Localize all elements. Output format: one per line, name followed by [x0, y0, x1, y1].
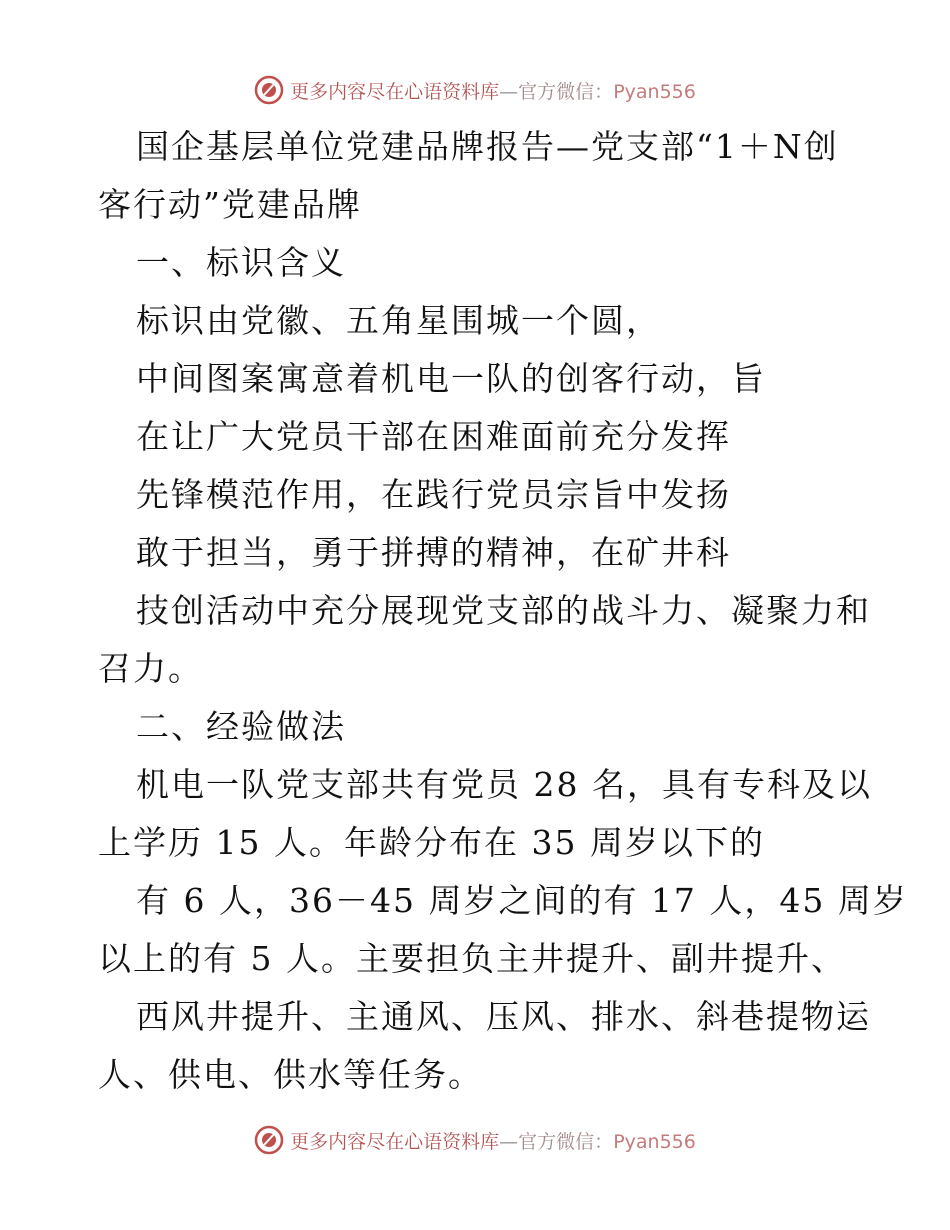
watermark-wechat-id: Pyan556: [613, 80, 696, 103]
text-line: 敢于担当，勇于拼搏的精神，在矿井科: [136, 533, 731, 572]
text-line: 国企基层单位党建品牌报告—党支部“1＋N创: [136, 127, 839, 166]
text-line: 人、供电、供水等任务。: [98, 1055, 483, 1094]
text-line: 上学历 15 人。年龄分布在 35 周岁以下的: [98, 823, 765, 862]
watermark-dash: —: [499, 1130, 519, 1153]
text-line: 以上的有 5 人。主要担负主井提升、副井提升、: [98, 939, 846, 978]
watermark-brand: 更多内容尽在心语资料库: [290, 1130, 500, 1153]
header-watermark: [0, 70, 950, 110]
brand-logo-icon: [254, 75, 284, 105]
text-line: 客行动”党建品牌: [98, 185, 362, 224]
text-line: 中间图案寓意着机电一队的创客行动，旨: [136, 359, 766, 398]
brand-logo-icon: [254, 1125, 284, 1155]
text-line: 机电一队党支部共有党员 28 名，具有专科及以: [136, 765, 872, 804]
watermark-wechat-label: 官方微信：: [518, 80, 614, 103]
watermark-wechat-label: 官方微信：: [518, 1130, 614, 1153]
text-line: 标识由党徽、五角星围城一个圆，: [136, 301, 661, 340]
text-line: 有 6 人，36－45 周岁之间的有 17 人，45 周岁: [136, 881, 908, 920]
text-line: 一、标识含义: [136, 243, 346, 282]
watermark-text: [290, 77, 696, 104]
watermark-brand: 更多内容尽在心语资料库: [290, 80, 500, 103]
text-line: 技创活动中充分展现党支部的战斗力、凝聚力和: [136, 591, 871, 630]
footer-watermark: [0, 1120, 950, 1160]
document-body: [98, 118, 908, 1104]
text-line: 西风井提升、主通风、压风、排水、斜巷提物运: [136, 997, 871, 1036]
text-line: 在让广大党员干部在困难面前充分发挥: [136, 417, 731, 456]
text-line: 二、经验做法: [136, 707, 346, 746]
text-line: 先锋模范作用，在践行党员宗旨中发扬: [136, 475, 731, 514]
watermark-text: [290, 1127, 696, 1154]
watermark-wechat-id: Pyan556: [613, 1130, 696, 1153]
text-line: 召力。: [98, 649, 203, 688]
watermark-dash: —: [499, 80, 519, 103]
